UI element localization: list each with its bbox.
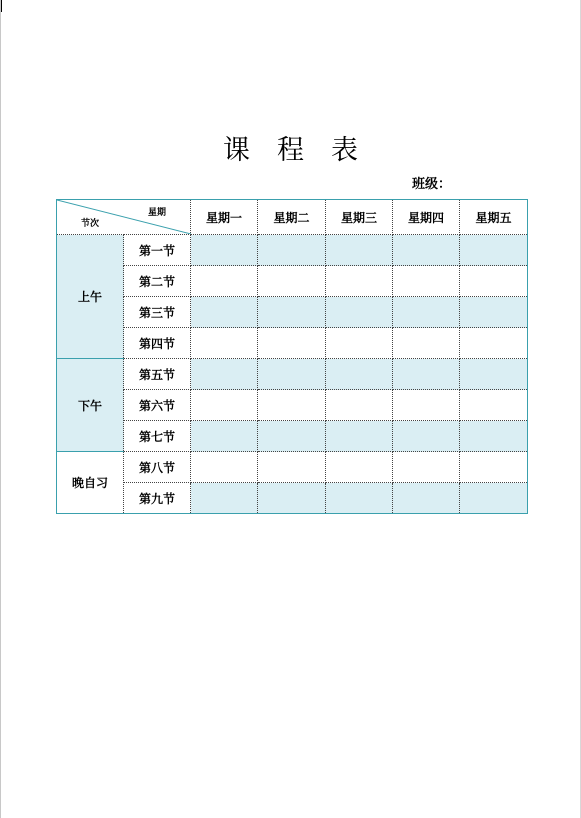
schedule-cell[interactable]	[460, 328, 528, 359]
period-label: 第一节	[124, 235, 191, 266]
schedule-cell[interactable]	[191, 452, 258, 483]
schedule-cell[interactable]	[393, 483, 460, 514]
schedule-cell[interactable]	[393, 390, 460, 421]
schedule-cell[interactable]	[326, 452, 393, 483]
header-row	[57, 200, 528, 235]
period-row	[57, 452, 528, 483]
class-label: 班级：	[412, 177, 452, 192]
schedule-cell[interactable]	[258, 235, 326, 266]
day-header: 星期二	[258, 200, 326, 235]
session-evening: 晚自习	[57, 452, 124, 514]
corner-label-weekday: 星期	[147, 208, 166, 218]
period-row	[57, 235, 528, 266]
schedule-cell[interactable]	[393, 235, 460, 266]
page-title: 课 程 表	[223, 135, 358, 166]
schedule-cell[interactable]	[258, 421, 326, 452]
schedule-cell[interactable]	[258, 452, 326, 483]
schedule-cell[interactable]	[326, 421, 393, 452]
schedule-cell[interactable]	[326, 390, 393, 421]
schedule-cell[interactable]	[460, 452, 528, 483]
period-label: 第二节	[124, 266, 191, 297]
schedule-cell[interactable]	[460, 235, 528, 266]
period-label: 第九节	[124, 483, 191, 514]
schedule-cell[interactable]	[191, 266, 258, 297]
schedule-table	[56, 199, 528, 514]
schedule-cell[interactable]	[393, 452, 460, 483]
corner-label-period: 节次	[81, 219, 100, 229]
schedule-cell[interactable]	[326, 297, 393, 328]
period-label: 第四节	[124, 328, 191, 359]
schedule-cell[interactable]	[326, 235, 393, 266]
schedule-cell[interactable]	[191, 235, 258, 266]
period-label: 第六节	[124, 390, 191, 421]
schedule-cell[interactable]	[326, 328, 393, 359]
period-row	[57, 266, 528, 297]
session-morning: 上午	[57, 235, 124, 359]
schedule-cell[interactable]	[393, 421, 460, 452]
corner-cell	[57, 200, 191, 235]
schedule-cell[interactable]	[460, 297, 528, 328]
schedule-cell[interactable]	[258, 328, 326, 359]
day-header: 星期五	[460, 200, 528, 235]
schedule-cell[interactable]	[191, 483, 258, 514]
schedule-cell[interactable]	[191, 297, 258, 328]
period-row	[57, 359, 528, 390]
schedule-cell[interactable]	[393, 297, 460, 328]
session-afternoon: 下午	[57, 359, 124, 452]
schedule-cell[interactable]	[393, 359, 460, 390]
text-cursor	[1, 0, 2, 12]
period-row	[57, 328, 528, 359]
schedule-cell[interactable]	[258, 483, 326, 514]
period-row	[57, 421, 528, 452]
schedule-cell[interactable]	[460, 390, 528, 421]
schedule-cell[interactable]	[258, 297, 326, 328]
schedule-cell[interactable]	[191, 390, 258, 421]
period-row	[57, 297, 528, 328]
schedule-cell[interactable]	[326, 266, 393, 297]
page-edge-left	[0, 0, 1, 818]
schedule-cell[interactable]	[326, 483, 393, 514]
day-header: 星期三	[326, 200, 393, 235]
schedule-cell[interactable]	[191, 328, 258, 359]
period-label: 第七节	[124, 421, 191, 452]
period-row	[57, 390, 528, 421]
schedule-cell[interactable]	[460, 421, 528, 452]
schedule-cell[interactable]	[460, 266, 528, 297]
schedule-cell[interactable]	[258, 359, 326, 390]
schedule-cell[interactable]	[460, 359, 528, 390]
day-header: 星期一	[191, 200, 258, 235]
schedule-cell[interactable]	[326, 359, 393, 390]
schedule-cell[interactable]	[191, 421, 258, 452]
schedule-cell[interactable]	[191, 359, 258, 390]
schedule-cell[interactable]	[460, 483, 528, 514]
period-row	[57, 483, 528, 514]
period-label: 第五节	[124, 359, 191, 390]
schedule-cell[interactable]	[258, 266, 326, 297]
period-label: 第三节	[124, 297, 191, 328]
schedule-cell[interactable]	[393, 266, 460, 297]
day-header: 星期四	[393, 200, 460, 235]
diagonal-line	[57, 200, 191, 234]
schedule-cell[interactable]	[393, 328, 460, 359]
schedule-cell[interactable]	[258, 390, 326, 421]
period-label: 第八节	[124, 452, 191, 483]
